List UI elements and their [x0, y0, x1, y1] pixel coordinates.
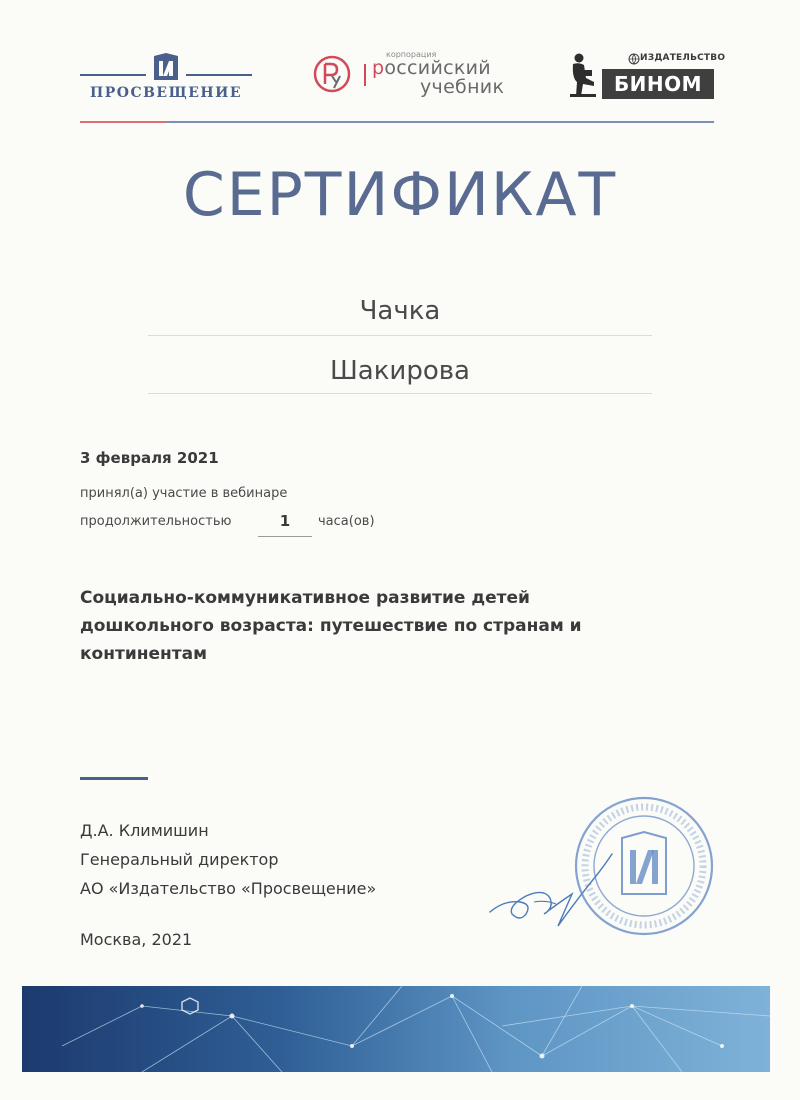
webinar-title [80, 584, 600, 668]
signatory-organization: АО «Издательство «Просвещение» [80, 879, 377, 898]
participation-text: принял(а) участие в вебинаре [80, 486, 288, 501]
globe-icon [628, 53, 640, 65]
webinar-title-line: Социально-коммуникативное развитие детей [80, 588, 530, 608]
prosveshchenie-logo [80, 52, 252, 102]
header-rule-blue [166, 121, 714, 123]
reading-figure-icon [568, 52, 598, 98]
binom-logo-name: БИНОМ [602, 69, 714, 99]
logo-rule-left [80, 74, 146, 76]
duration-unit: часа(ов) [318, 514, 375, 529]
webinar-title-line: континентам [80, 644, 207, 664]
place-and-year: Москва, 2021 [80, 930, 193, 949]
binom-logo-small-text: ИЗДАТЕЛЬСТВО [640, 53, 726, 63]
ru-logo-line1-first: р [372, 57, 385, 79]
surname-underline [148, 393, 652, 394]
recipient-last-name: Шакирова [329, 356, 470, 386]
company-stamp [572, 794, 716, 938]
logo-rule-right [186, 74, 252, 76]
duration-underline [258, 536, 312, 537]
ru-logo-line1-rest: оссийский [384, 57, 491, 79]
duration-value: 1 [279, 512, 291, 530]
signature-rule [80, 777, 148, 780]
prosveshchenie-logo-text: ПРОСВЕЩЕНИЕ [90, 85, 242, 101]
ru-badge-icon [312, 54, 352, 94]
decorative-footer-band [22, 986, 770, 1072]
ru-logo-line2: учебник [420, 76, 505, 98]
duration-row [80, 512, 480, 536]
signatory-position: Генеральный директор [80, 850, 279, 869]
duration-label: продолжительностью [80, 514, 232, 529]
certificate-title: СЕРТИФИКАТ [182, 160, 618, 230]
signatory-name: Д.А. Климишин [80, 821, 209, 840]
webinar-title-line: дошкольного возраста: путешествие по странам и [80, 616, 582, 636]
event-date: 3 февраля 2021 [80, 449, 219, 467]
binom-logo [568, 52, 726, 100]
ru-logo-divider [364, 64, 366, 86]
ru-logo-small-text: корпорация [386, 50, 437, 59]
prosveshchenie-mark-icon [152, 52, 180, 82]
russian-textbook-logo [312, 50, 522, 100]
name-underline [148, 335, 652, 336]
recipient-first-name: Чачка [359, 296, 441, 326]
header-rule-red [80, 121, 166, 123]
